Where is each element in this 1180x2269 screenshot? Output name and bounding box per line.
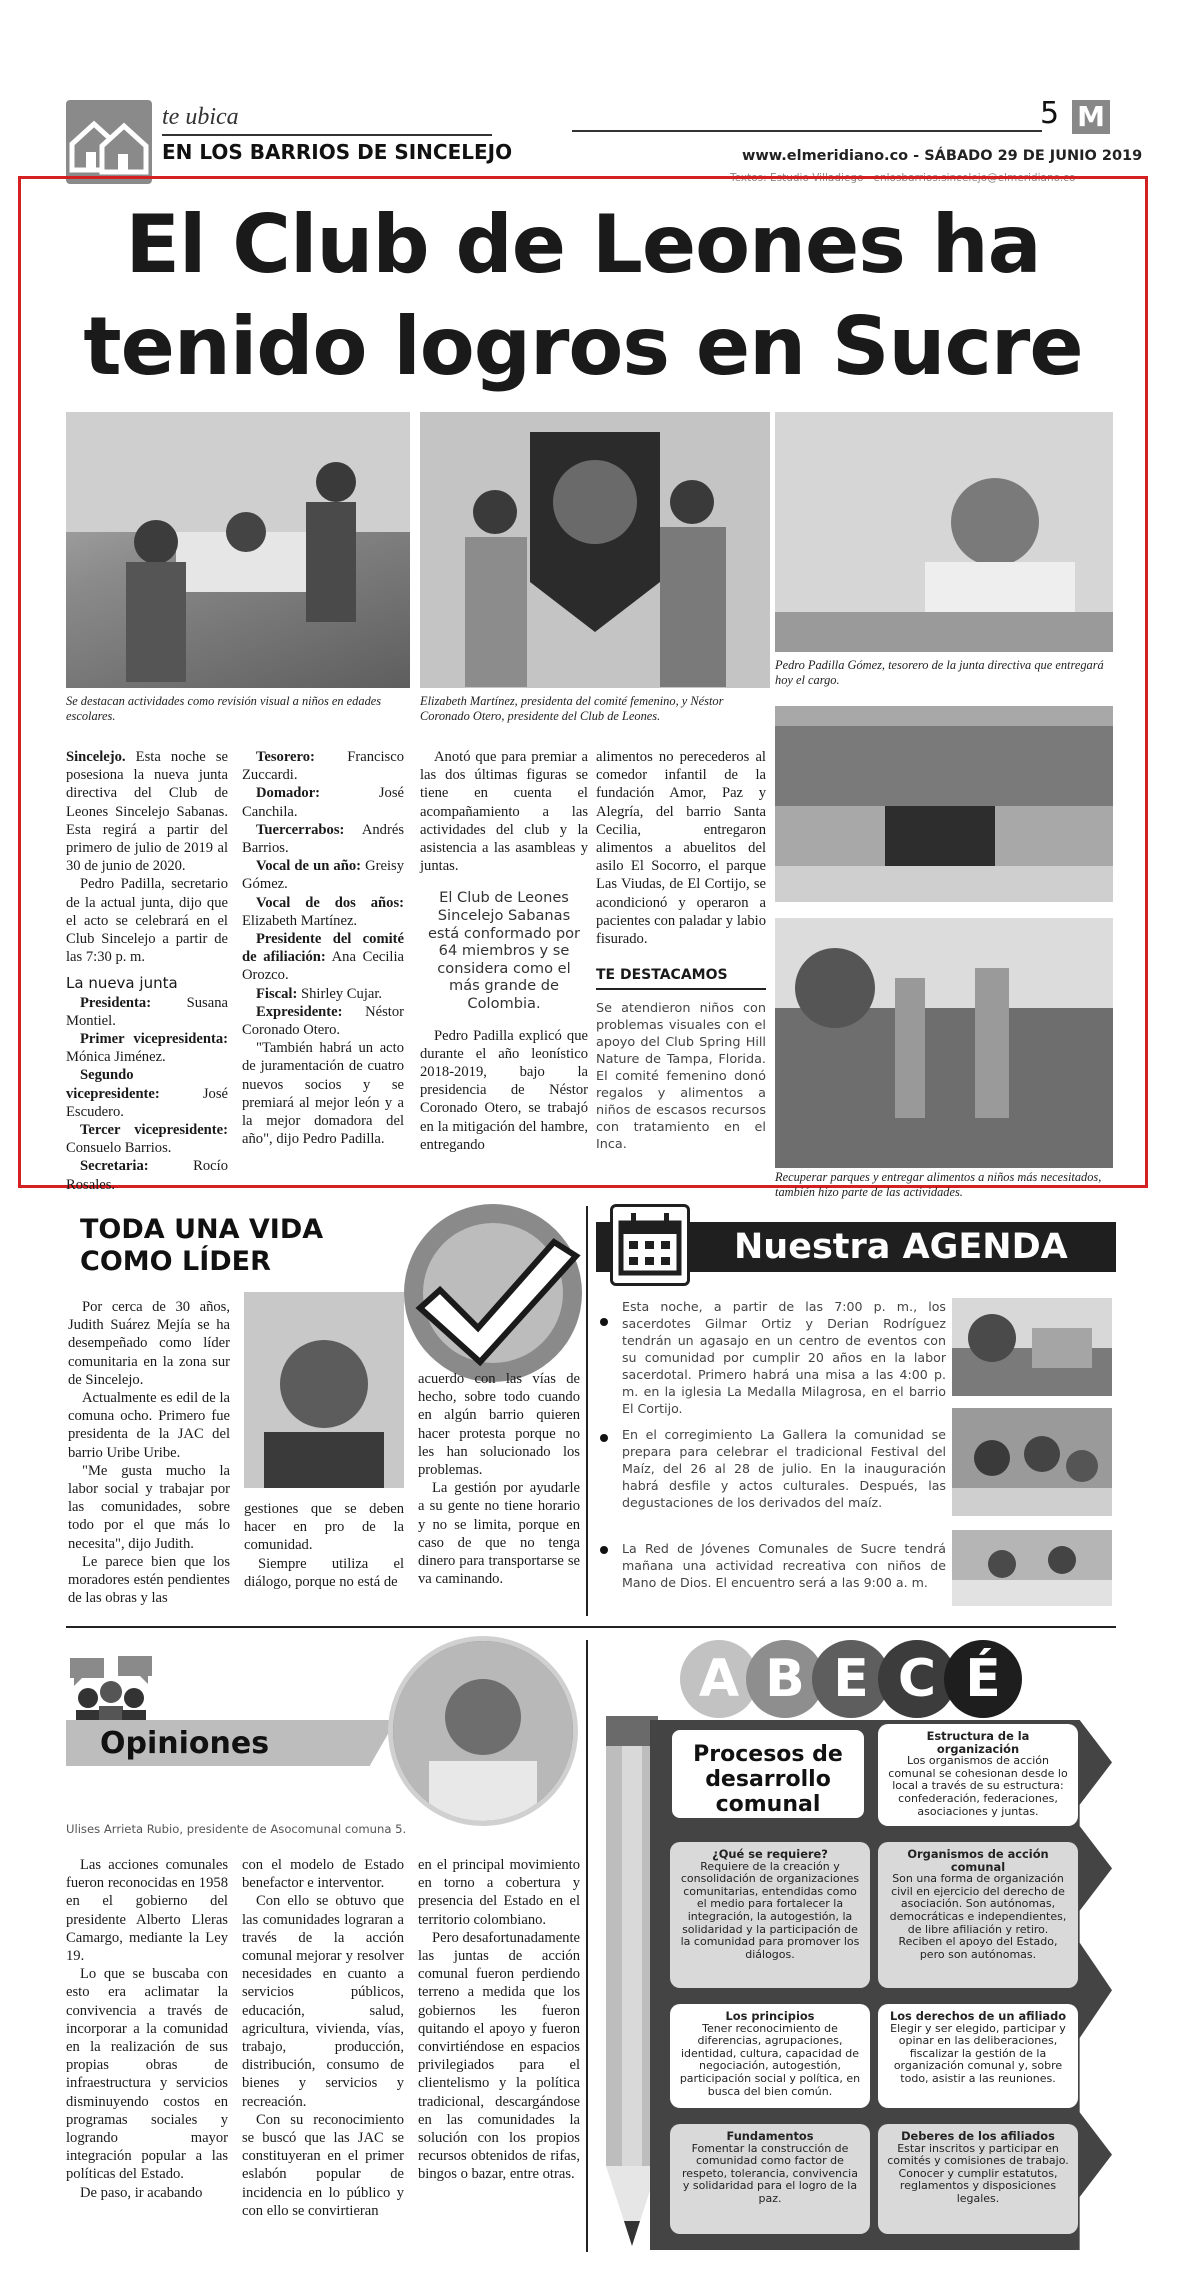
abece-letter: C (878, 1640, 956, 1718)
lead-column-4 (596, 748, 766, 1153)
section-logo (66, 100, 152, 184)
abece-box-text: Tener reconocimiento de diferencias, agrupaciones, identidad, cultura, capacidad de negociación, autogestión, participación social y política, en busca del bien común. (679, 2021, 861, 2098)
role-name: Andrés Barrios. (242, 821, 404, 857)
abece-letter: E (812, 1640, 890, 1718)
lead-c1-p1: Esta noche se posesiona la nueva junta directiva del Club de Leones Sincelejo Sabanas. Esta regirá a partir del primero de julio de 2019 al 30 de junio de 2020. (66, 749, 228, 875)
abece-box-deberes (878, 2124, 1078, 2234)
agenda-item-2: En el corregimiento La Gallera la comunidad se prepara para celebrar el tradicional Festival del Maíz, del 26 al 28 de julio. En la inauguración habrá desfile y actos culturales. Después, las degustaciones de los derivados del maíz. (622, 1427, 946, 1510)
opinions-c1-p2: Lo que se buscaba con esto era aclimatar la convivencia a través de incorporar a la comunidad en la realización de sus propias obras de infraestructura y servicios disminuyendo costos en programas sociales y logrando mayor integración popular a las políticas del Estado. (66, 1966, 228, 2183)
opinions-column-2 (242, 1856, 404, 2220)
role-name: Mónica Jiménez. (66, 1049, 166, 1066)
role-label: Vocal de un año: (256, 858, 361, 875)
photo-treasurer (775, 412, 1113, 652)
byline: Textos: Estudio Villadiego · enlosbarrios.sincelejo@elmeridiano.co (730, 172, 1076, 184)
page-number: 5 (1040, 96, 1060, 131)
role-label: Secretaria: (80, 1158, 149, 1175)
te-destacamos-label: TE DESTACAMOS (596, 966, 766, 990)
opinions-c2-p3: Con su reconocimiento se buscó que las JAC se constituyeran en el primer eslabón popular de incidencia en lo público y con ello se convirtieran (242, 2111, 404, 2219)
agenda-title: Nuestra AGENDA (734, 1227, 1068, 1267)
role-label: Tuercerrabos: (256, 821, 345, 838)
role-name: José Escudero. (66, 1085, 228, 1120)
role-name: Susana Montiel. (66, 994, 228, 1029)
abece-box-title: Fundamentos (726, 2129, 814, 2143)
abece-box-title: ¿Qué se requiere? (712, 1847, 828, 1861)
section-title: EN LOS BARRIOS DE SINCELEJO (162, 140, 513, 164)
lead-pullquote: El Club de Leones Sincelejo Sabanas está conformado por 64 miembros y se considera como el más grande de Colombia. (427, 889, 581, 1012)
role-label: Presidente del comité de afiliación: (242, 931, 404, 966)
role-name: Francisco Zuccardi. (242, 749, 404, 784)
opinions-c2-p2: Con ello se obtuvo que las comunidades lograran a través de la acción comunal mejorar y resolver necesidades en cuanto a servicios públicos, educación, salud, agricultura, vivienda, vías, trabajo, producción, distribución, consumo de bienes y servicios y recreación. (242, 1893, 404, 2110)
photo-group (775, 706, 1113, 902)
role-name: Néstor Coronado Otero. (242, 1003, 404, 1039)
role-label: Tesorero: (256, 749, 315, 765)
role-label: Domador: (256, 785, 321, 802)
lead-column-3 (420, 748, 588, 1154)
leader-title-line2: COMO LÍDER (80, 1246, 271, 1277)
opinions-c1-p3: De paso, ir acabando (80, 2184, 203, 2201)
photo-ulises-frame (388, 1636, 578, 1826)
leader-p4: Le parece bien que los moradores estén pendientes de las obras y las (68, 1553, 230, 1607)
abece-box-text: Fomentar la construcción de comunidad como factor de respeto, tolerancia, convivencia y solidaridad para el logro de la paz. (682, 2141, 858, 2205)
abece-box-fundamentos (670, 2124, 870, 2234)
caption-treasurer: Pedro Padilla Gómez, tesorero de la junta directiva que entregará hoy el cargo. (775, 658, 1104, 687)
photo-lions-banner (420, 412, 770, 688)
lead-headline-line2: tenido logros en Sucre (83, 300, 1083, 393)
role-name: Shirley Cujar. (297, 985, 383, 1002)
opinions-column-3 (418, 1856, 580, 2184)
section-rule (66, 1626, 1116, 1628)
abece-box-text: Requiere de la creación y consolidación de organizaciones comunitarias, entendidas como el medio para fortalecer la integración, la autogestión, la solidaridad y la participación de la comunidad para promover los diálogos. (680, 1859, 860, 1961)
role-name: Elizabeth Martínez. (242, 912, 358, 929)
leader-p6: Siempre utiliza el diálogo, porque no está de (244, 1555, 404, 1590)
leader-title-line1: TODA UNA VIDA (80, 1214, 324, 1245)
abece-box-title: Deberes de los afiliados (901, 2129, 1055, 2143)
abece-letter: B (746, 1640, 824, 1718)
abece-box-organismos (878, 1842, 1078, 1988)
leader-p7: acuerdo con las vías de hecho, sobre todo cuando en algún barrio quieren hacer protesta porque no les han solucionado los problemas. (418, 1371, 580, 1479)
abece-box-principios (670, 2004, 870, 2108)
abece-box-estructura (878, 1724, 1078, 1826)
section-kicker: te ubica (162, 104, 239, 130)
caption-eye-exam: Se destacan actividades como revisión visual a niños en edades escolares. (66, 694, 382, 723)
abece-letters (680, 1640, 1100, 1718)
agenda-item-3: La Red de Jóvenes Comunales de Sucre tendrá mañana una actividad recreativa con niños de Mano de Dios. El encuentro será a las 9:00 a. m. (622, 1541, 946, 1590)
lead-headline-line1: El Club de Leones ha (125, 198, 1041, 291)
lead-subhead: La nueva junta (66, 974, 178, 993)
leader-p3: "Me gusta mucho la labor social y trabajar por las comunidades, sobre todo por el que más lo necesita", dijo Judith. (68, 1462, 230, 1552)
lead-column-1 (66, 748, 228, 1194)
calendar-badge (610, 1204, 690, 1286)
agenda-bullet (600, 1318, 608, 1326)
photo-park (775, 918, 1113, 1168)
te-destacamos-text: Se atendieron niños con problemas visuales con el apoyo del Club Spring Hill Nature de Tampa, Florida. El comité femenino donó regalos y alimentos a niños de escasos recursos con tratamiento en el Inca. (596, 1001, 766, 1153)
abece-box-title: Estructura de la organización (926, 1729, 1030, 1756)
abece-letter: A (680, 1640, 758, 1718)
abece-box-text: Son una forma de organización civil en ejercicio del derecho de asociación. Son autónomas, democráticas e independientes, de libre afiliación y retiro. Reciben el apoyo del Estado, pero son autónomas. (889, 1872, 1067, 1961)
abece-main-title: Procesos de desarrollo comunal (693, 1742, 843, 1817)
opinions-c3-p1: en el principal movimiento en torno a cobertura y presencia del Estado en el territorio colombiano. (418, 1857, 580, 1928)
abece-box-derechos (878, 2004, 1078, 2108)
role-label: Primer vicepresidenta: (80, 1031, 228, 1048)
kicker-rule (162, 134, 492, 136)
abece-letter: É (944, 1640, 1022, 1718)
abece-box-title: Los derechos de un afiliado (889, 2009, 1067, 2023)
opinions-c1-p1: Las acciones comunales fueron reconocidas en 1958 en el gobierno del presidente Alberto Lleras Camargo, mediante la Ley 19. (66, 1857, 228, 1965)
opinions-c2-p1: con el modelo de Estado benefactor e interventor. (242, 1857, 404, 1892)
photo-agenda-1 (952, 1298, 1112, 1396)
lead-quote: "También habrá un acto de juramentación de cuatro nuevos socios y se premiará al mejor león y a la mejor domadora del año", dijo Pedro Padilla. (242, 1040, 404, 1148)
role-label: Fiscal: (256, 985, 298, 1002)
leader-p1: Por cerca de 30 años, Judith Suárez Mejía se ha desempeñado como líder comunitaria en la zona sur de Sincelejo. (68, 1299, 230, 1388)
caption-lions-banner: Elizabeth Martínez, presidenta del comité femenino, y Néstor Coronado Otero, presidente del Club de Leones. (420, 694, 724, 723)
role-name: Ana Cecilia Orozco. (242, 949, 404, 984)
photo-eye-exam (66, 412, 410, 688)
role-name: Greisy Gómez. (242, 858, 404, 893)
checkmark-icon (404, 1204, 582, 1382)
role-name: Rocío Rosales. (66, 1158, 228, 1193)
agenda-bullet (600, 1546, 608, 1554)
abece-box-text: Estar inscritos y participar en comités y comisiones de trabajo. Conocer y cumplir estatutos, reglamentos y disposiciones legales. (887, 2141, 1069, 2205)
abece-box-title: Organismos de acción comunal (907, 1847, 1049, 1874)
abece-box-title: Los principios (725, 2009, 815, 2023)
role-label: Tercer vicepresidente: (80, 1122, 228, 1139)
abece-box-requiere (670, 1842, 870, 1988)
abece-box-text: Los organismos de acción comunal se cohesionan desde lo local a través de su estructura: confederación, federaciones, asociaciones y juntas. (888, 1754, 1068, 1818)
column-divider (586, 1206, 588, 1616)
people-icon-badge (66, 1652, 156, 1730)
leader-column-3 (418, 1370, 580, 1588)
leader-column-2 (244, 1500, 404, 1591)
lead-c3-p2: Pedro Padilla explicó que durante el año leonístico 2018-2019, bajo la presidencia de Néstor Coronado Otero, se trabajó en la mitigación del hambre, entregando (420, 1027, 588, 1153)
agenda-item-1: Esta noche, a partir de las 7:00 p. m., los sacerdotes Gilmar Ortiz y Derian Rodríguez tendrán un agasajo en un centro de eventos con su comunidad por cumplir 20 años en la labor sacerdotal. Primero habrá una misa a las 4:00 p. m. en la iglesia La Medalla Milagrosa, en el barrio El Cortijo. (622, 1299, 946, 1416)
role-name: José Canchila. (242, 785, 404, 820)
leader-column-1 (68, 1298, 230, 1607)
calendar-icon (613, 1207, 687, 1283)
leader-p5: gestiones que se deben hacer en pro de la comunidad. (244, 1501, 404, 1554)
role-label: Vocal de dos años: (256, 894, 404, 911)
lead-c1-p2: Pedro Padilla, secretario de la actual junta, dijo que el acto se celebrará en el Club Sincelejo a partir de las 7:30 p. m. (66, 876, 228, 966)
photo-agenda-2 (952, 1408, 1112, 1516)
photo-agenda-3 (952, 1530, 1112, 1606)
role-label: Segundo vicepresidente: (66, 1067, 160, 1102)
abece-main-title-box (670, 1728, 866, 1820)
opinions-column-1 (66, 1856, 228, 2202)
people-icon (66, 1652, 156, 1730)
masthead-logo: M (1072, 100, 1110, 134)
role-label: Presidenta: (80, 994, 152, 1011)
header-rule (572, 130, 1042, 132)
leader-p2: Actualmente es edil de la comuna ocho. Primero fue presidenta de la JAC del barrio Uribe Uribe. (68, 1390, 230, 1461)
role-label: Expresidente: (256, 1003, 343, 1020)
lead-c4-p1: alimentos no perecederos al comedor infantil de la fundación Amor, Paz y Alegría, del barrio Santa Cecilia, entregaron alimentos a abuelitos del asilo El Socorro, el parque Las Viudas, de El Cortijo, se acondicionó y operaron a pacientes con paladar y labio fisurado. (596, 749, 766, 948)
photo-judith (244, 1292, 404, 1488)
lead-column-2 (242, 748, 404, 1148)
lead-c3-p1: Anotó que para premiar a las dos últimas figuras se tiene en cuenta el acompañamiento a las actividades del club y la asistencia a las asambleas y juntas. (420, 749, 588, 875)
leader-p8: La gestión por ayudarle a su gente no tiene horario y no se limita, porque en caso de que no tenga dinero para transportarse se va caminando. (418, 1480, 580, 1588)
opinions-caption: Ulises Arrieta Rubio, presidente de Asocomunal comuna 5. (66, 1822, 407, 1836)
agenda-bullet (600, 1434, 608, 1442)
column-divider (586, 1640, 588, 2252)
lead-dateline: Sincelejo. (66, 749, 126, 765)
houses-icon (66, 100, 152, 184)
caption-park: Recuperar parques y entregar alimentos a niños más necesitados, también hizo parte de las actividades. (775, 1170, 1102, 1199)
checkmark-badge (404, 1204, 582, 1382)
opinions-title: Opiniones (100, 1726, 270, 1761)
role-name: Consuelo Barrios. (66, 1140, 172, 1157)
abece-box-text: Elegir y ser elegido, participar y opinar en las deliberaciones, fiscalizar la gestión de la organización comunal y, sobre todo, asistir a las reuniones. (890, 2021, 1066, 2085)
opinions-c3-p2: Pero desafortunadamente las juntas de acción comunal fueron perdiendo terreno a medida que los gobiernos les fueron quitando el apoyo y fueron convirtiéndose en espacios privilegiados para el clientelismo y la política tradicional, descargándose en las comunidades la solución con los propios recursos obtenidos de rifas, bingos o bazar, entre otras. (418, 1929, 580, 2183)
dateline: www.elmeridiano.co - SÁBADO 29 DE JUNIO 2019 (742, 148, 1143, 164)
